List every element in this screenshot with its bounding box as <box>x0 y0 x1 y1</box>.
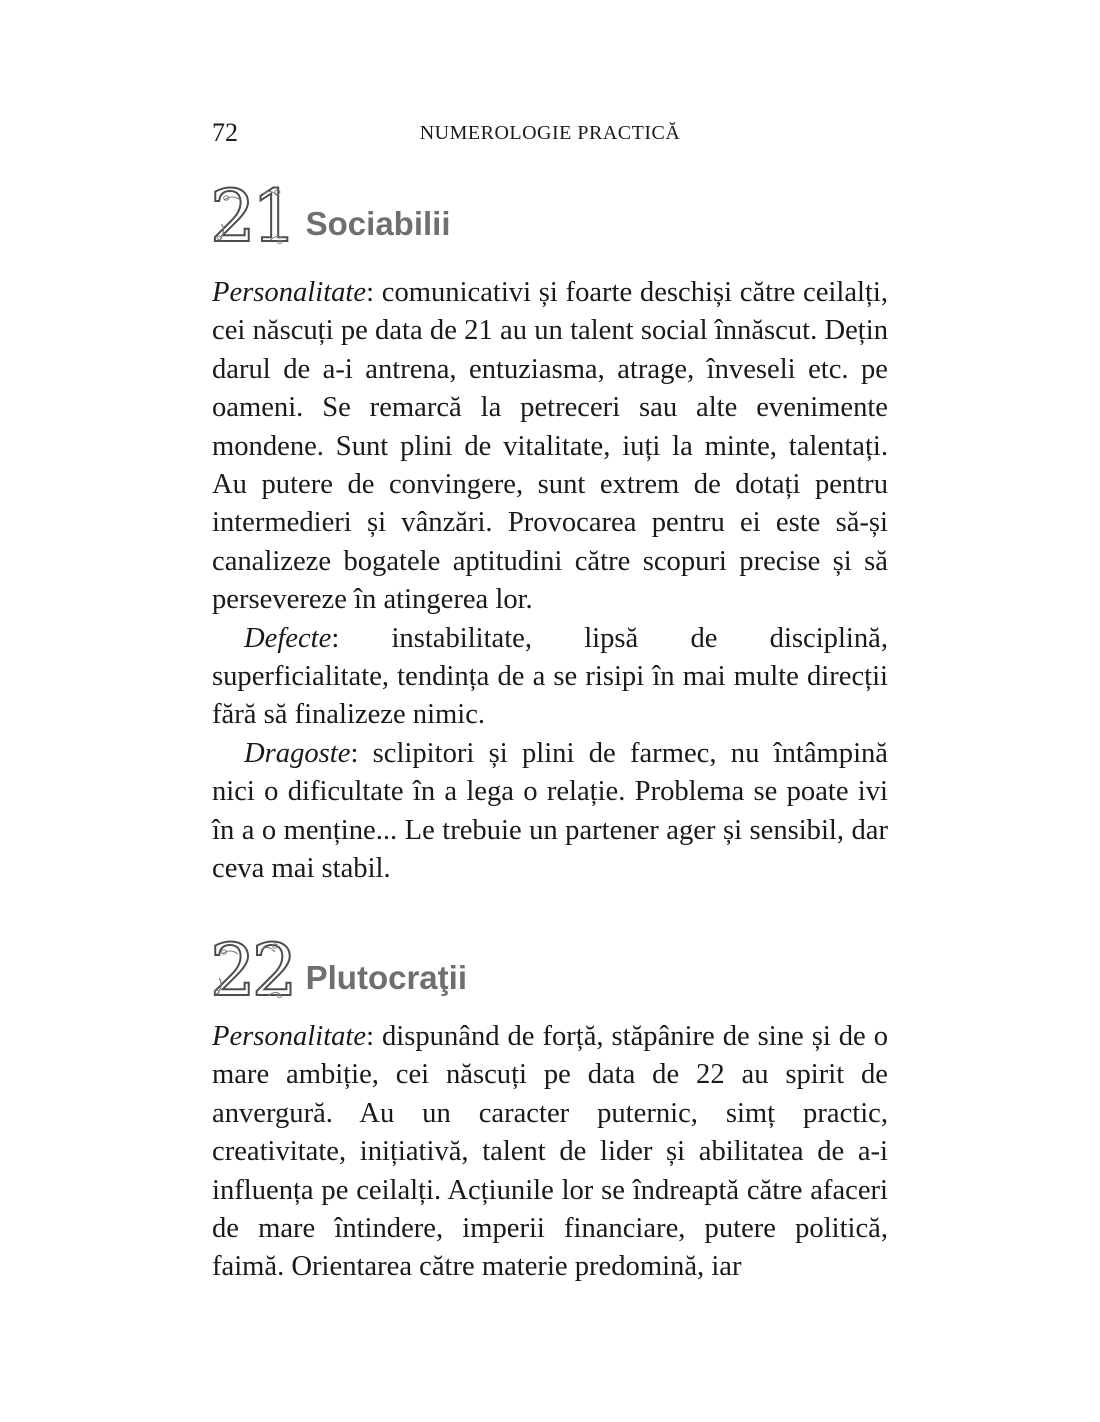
running-head <box>212 116 888 150</box>
paragraph <box>212 735 888 889</box>
paragraph-text: : instabilitate, lipsă de disciplină, superficialitate, tendința de a se risipi în mai multe direcții fără să finalizeze nimic. <box>212 622 888 731</box>
paragraph-text: : dispunând de forță, stăpânire de sine și de o mare ambiție, cei născuți pe data de 22 au spirit de anvergură. Au un caracter puternic, simț practic, creativitate, inițiativă, talent de lider și abilitatea de a-i influența pe ceilalți. Acțiunile lor se îndreaptă către afaceri de mare întindere, imperii financiare, putere politică, faimă. Orientarea către materie predomină, iar <box>212 1021 888 1283</box>
paragraph-term: Personalitate <box>212 277 367 308</box>
paragraph <box>212 1018 888 1287</box>
page-number: 72 <box>212 118 238 147</box>
paragraph-term: Personalitate <box>212 1021 367 1052</box>
ornamental-number-22: 22 <box>210 928 294 1012</box>
ornamental-number-21: 21 <box>210 174 294 258</box>
section-body-22 <box>212 1018 888 1287</box>
section-body-21 <box>212 274 888 889</box>
section-title: Sociabilii <box>305 205 451 242</box>
section-heading-22 <box>210 926 467 1012</box>
section-heading-21 <box>210 172 451 258</box>
paragraph-term: Dragoste <box>244 737 351 769</box>
paragraph <box>212 620 888 735</box>
paragraph <box>212 274 888 620</box>
paragraph-text: : sclipitori și plini de farmec, nu întâmpină nici o dificultate în a lega o relație. Problema se poate ivi în a o menține... Le trebuie un partener ager și sensibil, dar ceva mai stabil. <box>212 737 888 885</box>
book-title: NUMEROLOGIE PRACTICĂ <box>419 122 681 144</box>
paragraph-term: Defecte <box>244 622 332 654</box>
section-title: Plutocraţii <box>305 959 467 996</box>
paragraph-text: : comunicativi și foarte deschiși către ceilalți, cei născuți pe data de 21 au un talent social înnăscut. Dețin darul de a-i antrena, entuziasma, atrage, înveseli etc. pe oameni. Se remarcă la petreceri sau alte evenimente mondene. Sunt plini de vitalitate, iuți la minte, talentați. Au putere de convingere, sunt extrem de dotați pentru intermedieri și vânzări. Provocarea pentru ei este să-și canalizeze bogatele aptitudini către scopuri precise și să persevereze în atingerea lor. <box>212 277 888 616</box>
